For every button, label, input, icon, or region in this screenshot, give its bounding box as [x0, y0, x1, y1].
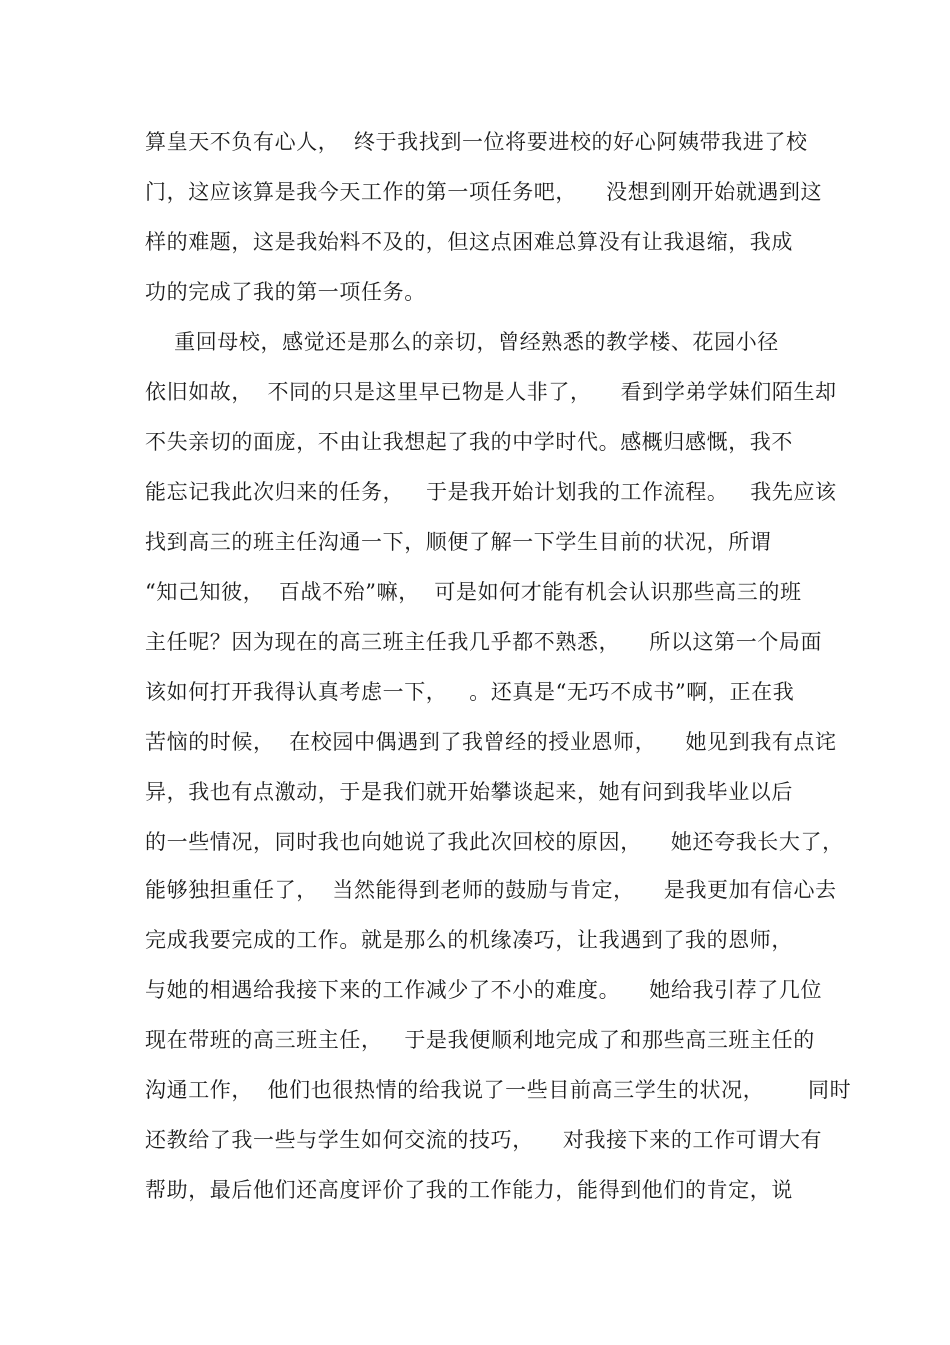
body-text-line: 功的完成了我的第一项任务。 [145, 280, 426, 304]
body-text-line: 依旧如故， 不同的只是这里早已物是人非了， 看到学弟学妹们陌生却 [145, 380, 837, 404]
body-text-line: 异，我也有点激动，于是我们就开始攀谈起来，她有问到我毕业以后 [145, 780, 793, 804]
body-text-line: 帮助，最后他们还高度评价了我的工作能力，能得到他们的肯定，说 [145, 1178, 793, 1202]
body-text-line: 苦恼的时候， 在校园中偶遇到了我曾经的授业恩师， 她见到我有点诧 [145, 730, 837, 754]
body-text-line: 能忘记我此次归来的任务， 于是我开始计划我的工作流程。 我先应该 [145, 480, 837, 504]
body-text-line: 主任呢？因为现在的高三班主任我几乎都不熟悉， 所以这第一个局面 [145, 630, 823, 654]
body-text-line: 能够独担重任了， 当然能得到老师的鼓励与肯定， 是我更加有信心去 [145, 878, 837, 902]
body-text-line: 的一些情况，同时我也向她说了我此次回校的原因， 她还夸我长大了， [145, 830, 844, 854]
body-text-line: 算皇天不负有心人， 终于我找到一位将要进校的好心阿姨带我进了校 [145, 130, 808, 154]
body-text-line: 样的难题，这是我始料不及的，但这点困难总算没有让我退缩，我成 [145, 230, 793, 254]
body-text-line: 找到高三的班主任沟通一下，顺便了解一下学生目前的状况，所谓 [145, 530, 772, 554]
body-text-line: 沟通工作， 他们也很热情的给我说了一些目前高三学生的状况， 同时 [145, 1078, 852, 1102]
body-text-line: 还教给了我一些与学生如何交流的技巧， 对我接下来的工作可谓大有 [145, 1128, 823, 1152]
body-text-line: 重回母校，感觉还是那么的亲切，曾经熟悉的教学楼、花园小径 [145, 330, 779, 354]
body-text-line: 现在带班的高三班主任， 于是我便顺利地完成了和那些高三班主任的 [145, 1028, 815, 1052]
body-text-line: 不失亲切的面庞，不由让我想起了我的中学时代。感概归感慨，我不 [145, 430, 793, 454]
body-text-line: 门，这应该算是我今天工作的第一项任务吧， 没想到刚开始就遇到这 [145, 180, 823, 204]
body-text-line: “知己知彼， 百战不殆”嘛， 可是如何才能有机会认识那些高三的班 [145, 580, 802, 604]
body-text-line: 完成我要完成的工作。就是那么的机缘凑巧，让我遇到了我的恩师， [145, 928, 793, 952]
body-text-line: 该如何打开我得认真考虑一下， 。还真是“无巧不成书”啊，正在我 [145, 680, 795, 704]
body-text-line: 与她的相遇给我接下来的工作减少了不小的难度。 她给我引荐了几位 [145, 978, 823, 1002]
